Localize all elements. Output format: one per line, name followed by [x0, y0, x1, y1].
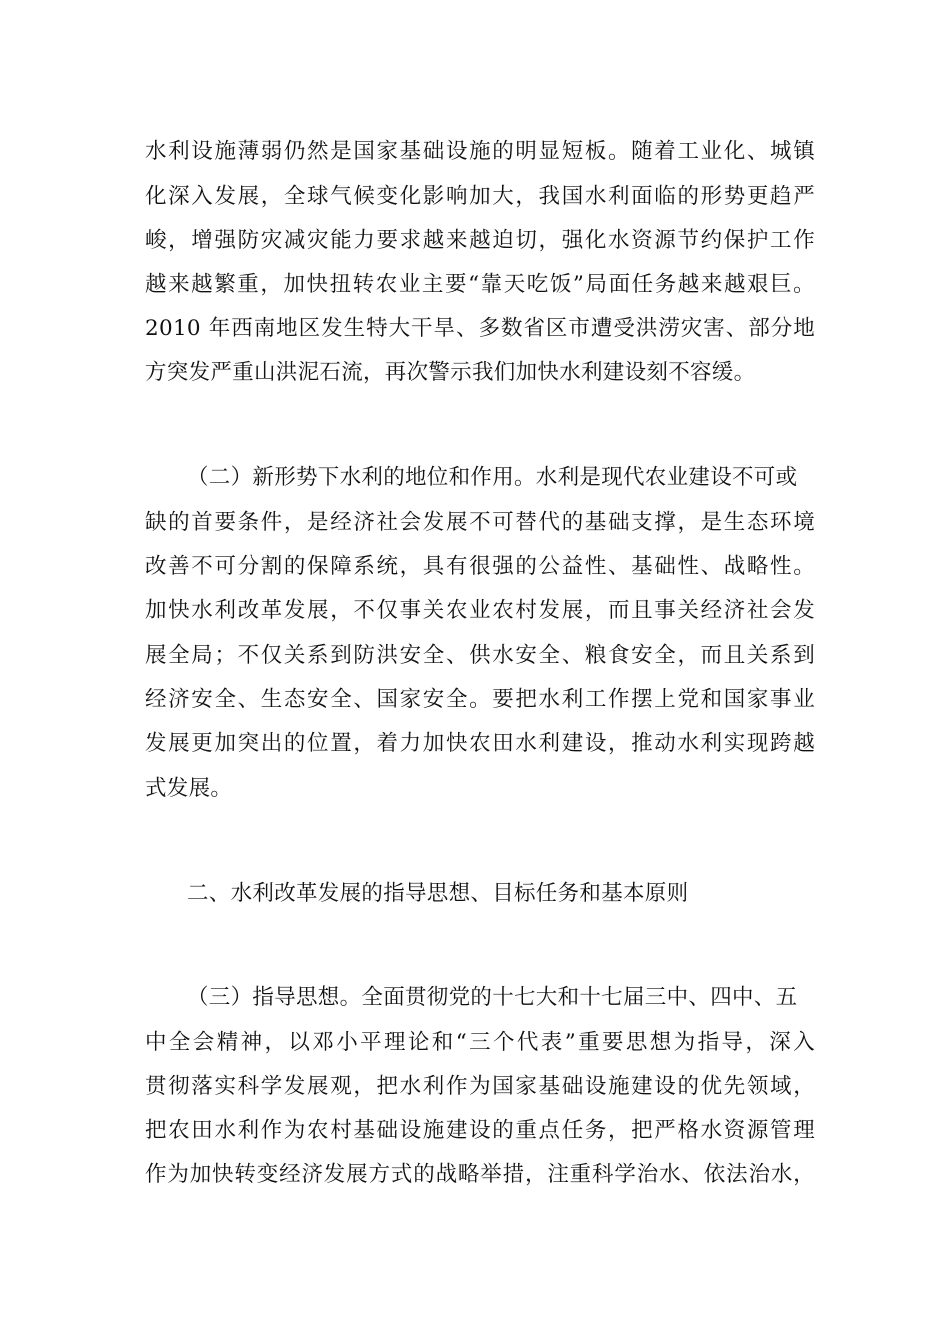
text-line: 方突发严重山洪泥石流，再次警示我们加快水利建设刻不容缓。	[145, 360, 756, 385]
text-line: 把农田水利作为农村基础设施建设的重点任务，把严格水资源管理	[145, 1118, 815, 1143]
text-line: 峻，增强防灾减灾能力要求越来越迫切，强化水资源节约保护工作	[145, 228, 815, 253]
section-heading: 二、水利改革发展的指导思想、目标任务和基本原则	[187, 881, 689, 906]
text-line: 贯彻落实科学发展观，把水利作为国家基础设施建设的优先领域，	[145, 1074, 815, 1099]
text-line: （三）指导思想。全面贯彻党的十七大和十七届三中、四中、五	[187, 985, 798, 1010]
text-line: 式发展。	[145, 776, 233, 801]
text-line: （二）新形势下水利的地位和作用。水利是现代农业建设不可或	[187, 465, 798, 490]
text-line: 2010 年西南地区发生特大干旱、多数省区市遭受洪涝灾害、部分地	[145, 316, 815, 341]
text-line: 展全局；不仅关系到防洪安全、供水安全、粮食安全，而且关系到	[145, 643, 815, 668]
text-line: 经济安全、生态安全、国家安全。要把水利工作摆上党和国家事业	[145, 687, 815, 712]
text-line: 改善不可分割的保障系统，具有很强的公益性、基础性、战略性。	[145, 554, 815, 579]
text-line: 越来越繁重，加快扭转农业主要“靠天吃饭”局面任务越来越艰巨。	[145, 272, 815, 297]
text-line: 化深入发展，全球气候变化影响加大，我国水利面临的形势更趋严	[145, 184, 815, 209]
text-line: 中全会精神，以邓小平理论和“三个代表”重要思想为指导，深入	[145, 1030, 815, 1055]
text-line: 缺的首要条件，是经济社会发展不可替代的基础支撑，是生态环境	[145, 510, 815, 535]
text-line: 加快水利改革发展，不仅事关农业农村发展，而且事关经济社会发	[145, 598, 815, 623]
text-line: 水利设施薄弱仍然是国家基础设施的明显短板。随着工业化、城镇	[145, 139, 815, 164]
text-line: 作为加快转变经济发展方式的战略举措，注重科学治水、依法治水，	[145, 1162, 815, 1187]
text-line: 发展更加突出的位置，着力加快农田水利建设，推动水利实现跨越	[145, 731, 815, 756]
